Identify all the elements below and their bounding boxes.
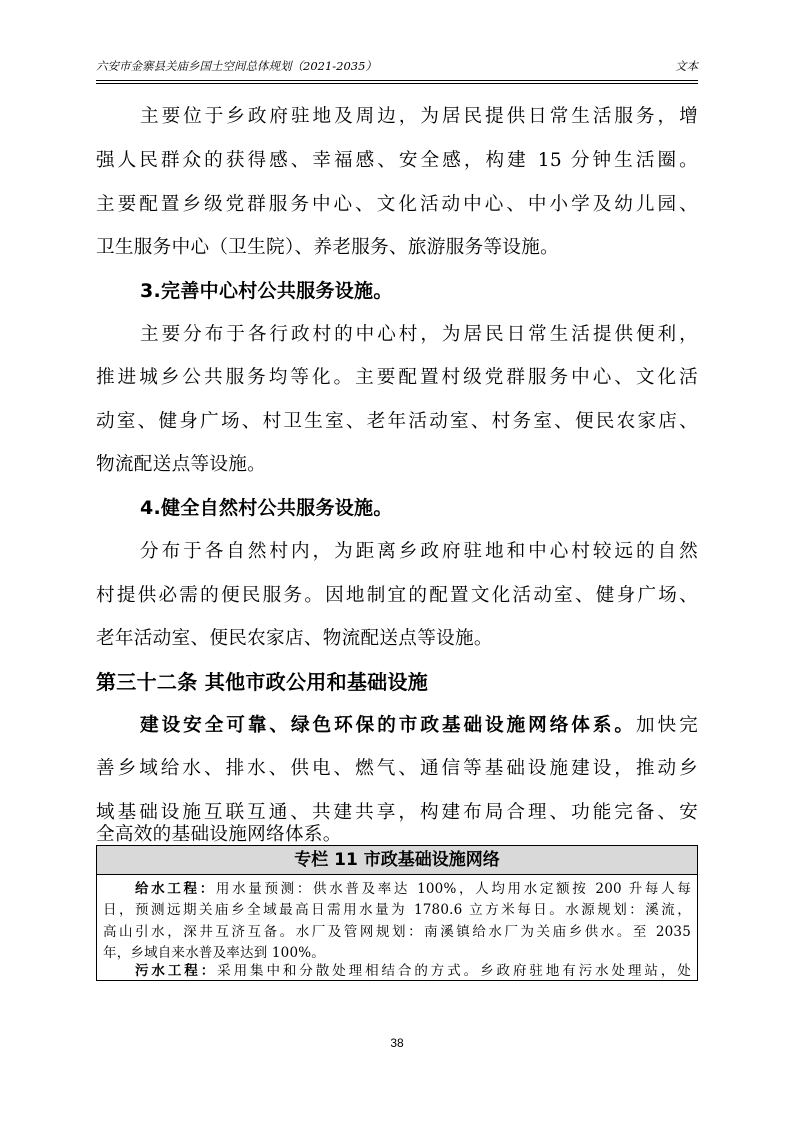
- box-line: [135, 880, 691, 898]
- paragraph-line: 动室、健身广场、村卫生室、老年活动室、村务室、便民农家店、: [96, 411, 698, 432]
- paragraph-text: 加快完: [635, 715, 698, 736]
- box-line: [135, 962, 691, 980]
- box-line: 日，预测远期关庙乡全域最高日需用水量为 1780.6 立方米每日。水源规划：溪流，: [103, 902, 691, 918]
- paragraph-line: 强人民群众的获得感、幸福感、安全感，构建 15 分钟生活圈。: [96, 150, 698, 171]
- paragraph-line: 推进城乡公共服务均等化。主要配置村级党群服务中心、文化活: [96, 367, 698, 388]
- subheading-4: 4.健全自然村公共服务设施。: [140, 497, 393, 519]
- paragraph-line: 物流配送点等设施。: [96, 454, 267, 475]
- box-text: 采用集中和分散处理相结合的方式。乡政府驻地有污水处理站，处: [217, 963, 691, 979]
- column-box: [96, 845, 698, 981]
- article-heading: 第三十二条 其他市政公用和基础设施: [96, 670, 429, 694]
- subheading-3: 3.完善中心村公共服务设施。: [140, 280, 393, 302]
- paragraph-line: 老年活动室、便民农家店、物流配送点等设施。: [96, 628, 493, 649]
- paragraph-line: [140, 714, 698, 738]
- paragraph-line: 分布于各自然村内，为距离乡政府驻地和中心村较远的自然: [140, 541, 698, 562]
- header-rule-thin: [96, 83, 698, 84]
- column-box-title: 专栏 11 市政基础设施网络: [97, 846, 697, 875]
- header-rule: [96, 80, 698, 81]
- paragraph-line: 主要位于乡政府驻地及周边，为居民提供日常生活服务，增: [140, 106, 698, 127]
- emphasis-text: 建设安全可靠、绿色环保的市政基础设施网络体系。: [140, 715, 636, 736]
- paragraph-line: 卫生服务中心（卫生院）、养老服务、旅游服务等设施。: [96, 237, 560, 258]
- page-header: [96, 58, 698, 80]
- page-number: 38: [390, 1036, 404, 1050]
- paragraph-line: 全高效的基础设施网络体系。: [96, 824, 342, 845]
- paragraph-line: 村提供必需的便民服务。因地制宜的配置文化活动室、健身广场、: [96, 585, 698, 606]
- water-label: 给水工程：: [135, 881, 216, 897]
- sewage-label: 污水工程：: [135, 963, 218, 979]
- box-text: 用水量预测：供水普及率达 100%，人均用水定额按 200 升每人每: [215, 881, 691, 897]
- paragraph-line: 域基础设施互联互通、共建共享，构建布局合理、功能完备、安: [96, 802, 698, 823]
- box-line: 高山引水，深井互济互备。水厂及管网规划：南溪镇给水厂为关庙乡供水。至 2035: [103, 924, 691, 940]
- paragraph-line: 善乡域给水、排水、供电、燃气、通信等基础设施建设，推动乡: [96, 758, 698, 779]
- header-section: 文本: [675, 59, 698, 73]
- box-line: 年，乡域自来水普及率达到 100%。: [103, 945, 325, 961]
- header-title: 六安市金寨县关庙乡国土空间总体规划（2021-2035）: [96, 59, 377, 73]
- paragraph-line: 主要配置乡级党群服务中心、文化活动中心、中小学及幼儿园、: [96, 194, 698, 215]
- paragraph-line: 主要分布于各行政村的中心村，为居民日常生活提供便利，: [140, 324, 698, 345]
